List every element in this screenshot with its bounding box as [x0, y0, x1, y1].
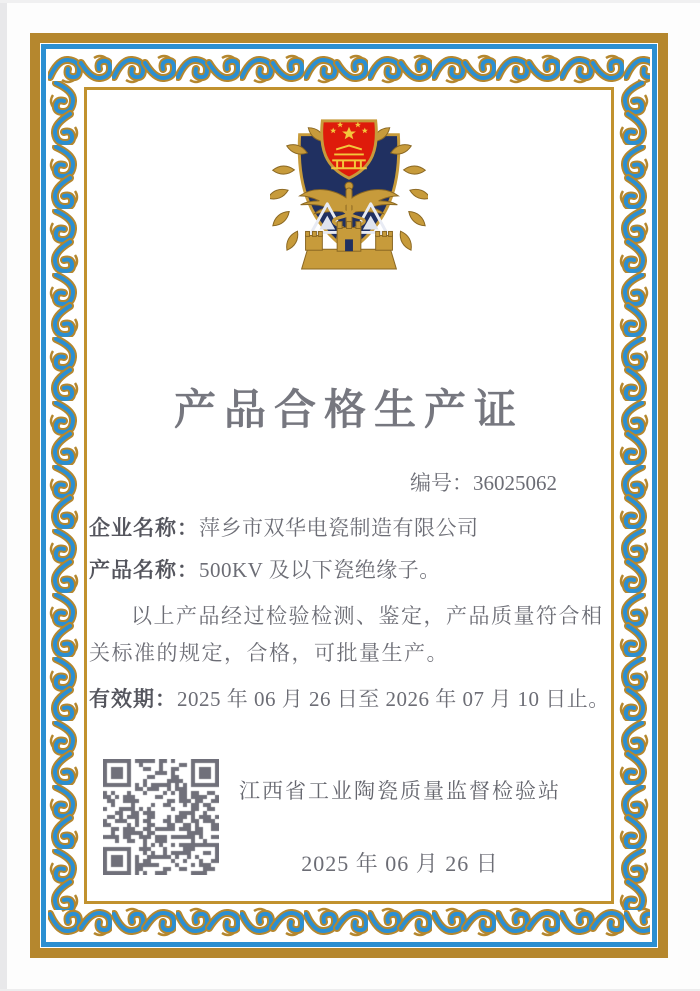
emblem-container — [89, 102, 609, 279]
serial-label: 编号： — [410, 472, 473, 495]
market-supervision-emblem-icon — [270, 102, 428, 274]
validity-label: 有效期： — [89, 688, 177, 711]
scroll-ornament-bottom — [48, 904, 650, 940]
certificate-title: 产品合格生产证 — [173, 388, 524, 434]
certificate-content — [79, 82, 619, 909]
scan-edge — [0, 0, 700, 3]
issuer-column — [219, 759, 609, 878]
serial-number-row — [89, 467, 609, 497]
product-name-row — [89, 555, 609, 586]
scan-edge — [0, 0, 7, 991]
enterprise-name-label: 企业名称： — [89, 517, 199, 540]
issuer-section — [89, 759, 609, 878]
enterprise-name-value: 萍乡市双华电瓷制造有限公司 — [199, 516, 479, 540]
conformity-statement — [89, 598, 609, 672]
qr-code — [103, 759, 219, 875]
ornate-border-frame — [30, 33, 668, 958]
serial-value: 36025062 — [473, 471, 557, 495]
issue-date: 2025 年 06 月 26 日 — [301, 851, 499, 876]
scroll-ornament-right — [614, 81, 650, 910]
product-name-value: 500KV 及以下瓷绝缘子。 — [199, 558, 441, 582]
validity-row — [89, 684, 609, 715]
statement-line-2: 关标准的规定，合格，可批量生产。 — [89, 641, 449, 665]
validity-value: 2025 年 06 月 26 日至 2026 年 07 月 10 日止。 — [177, 687, 610, 711]
issuer-name: 江西省工业陶瓷质量监督检验站 — [239, 779, 561, 803]
enterprise-name-row — [89, 513, 609, 544]
statement-line-1: 以上产品经过检验检测、鉴定，产品质量符合相 — [131, 604, 604, 628]
product-name-label: 产品名称： — [89, 559, 199, 582]
